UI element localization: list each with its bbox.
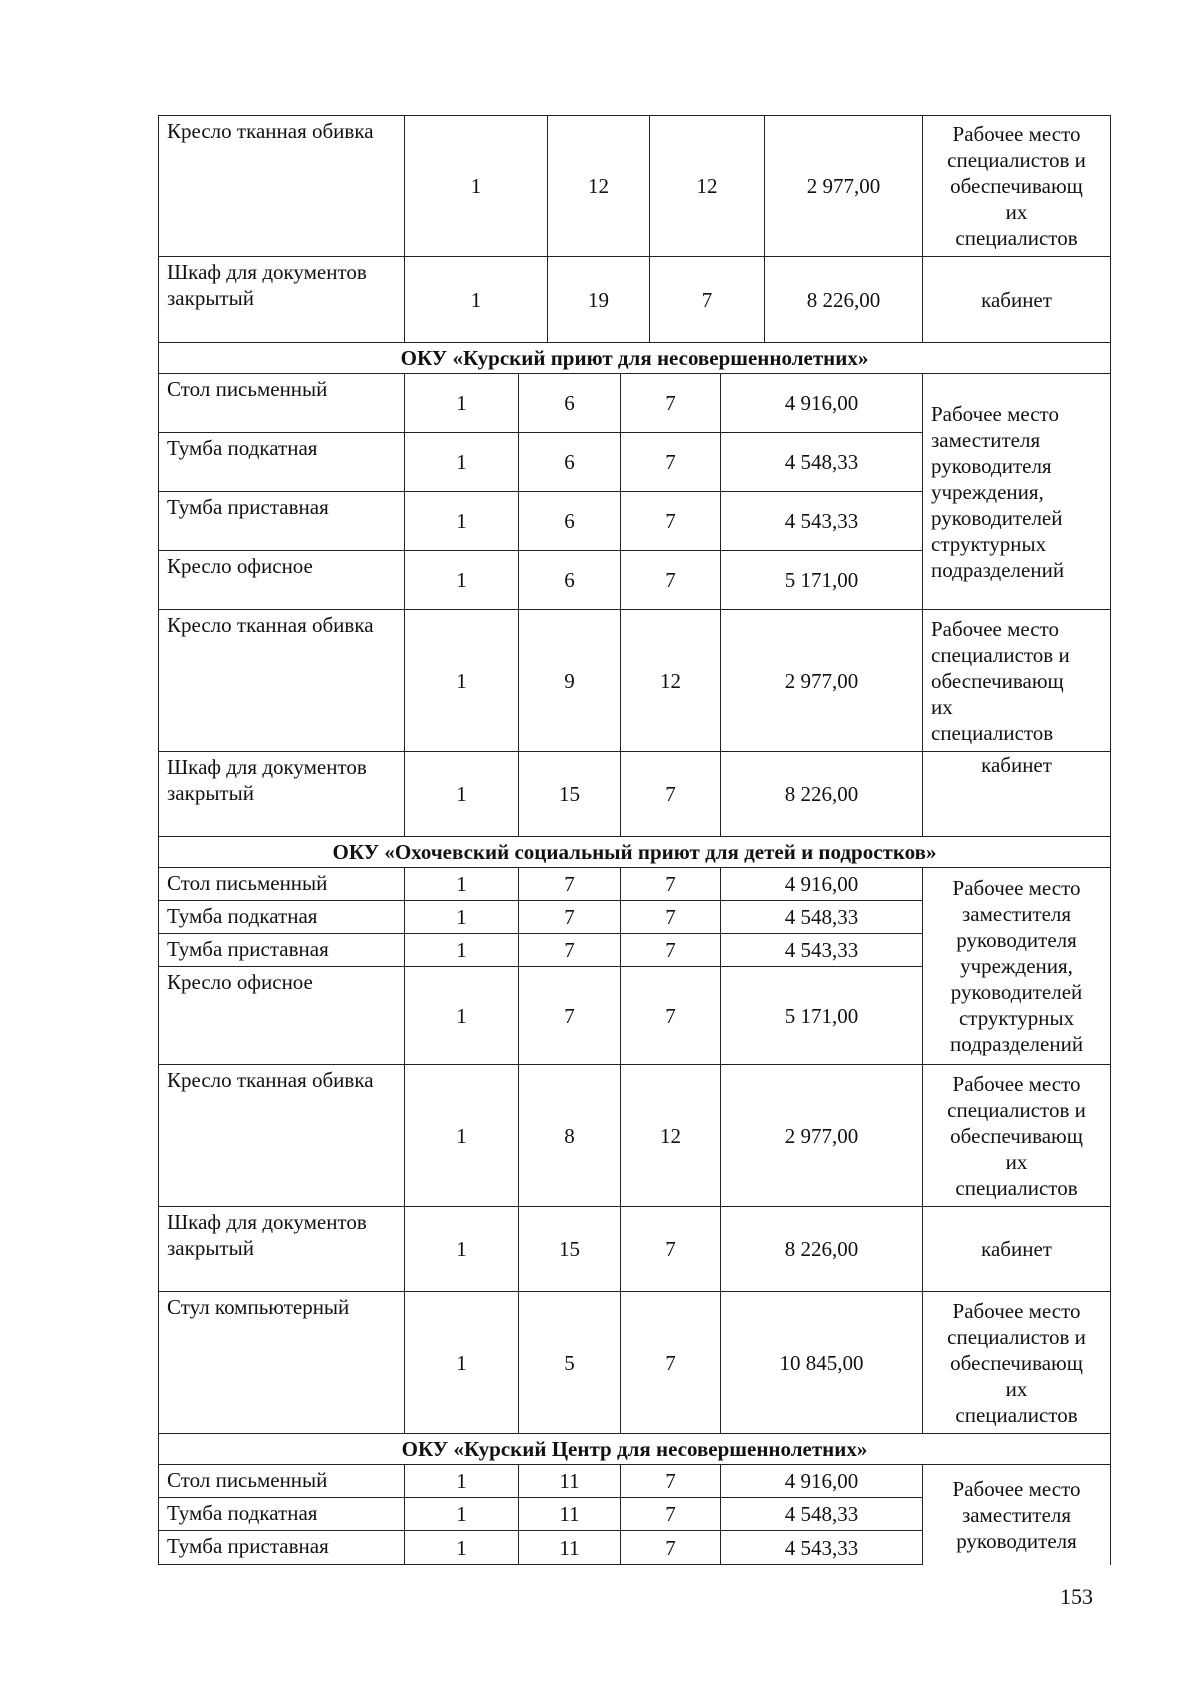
item-column-3: 15 <box>519 1207 621 1292</box>
item-column-3: 11 <box>519 1465 621 1498</box>
section-table-3 <box>158 1433 1111 1565</box>
item-column-3: 19 <box>548 257 650 343</box>
workplace-cell: кабинет <box>923 752 1111 837</box>
workplace-cell: Рабочее место заместителя руководителя <box>923 1465 1111 1565</box>
item-price: 4 916,00 <box>721 374 923 433</box>
item-column-4: 7 <box>621 1207 721 1292</box>
item-quantity: 1 <box>405 610 519 752</box>
table-row <box>159 374 1111 433</box>
item-name: Стол письменный <box>159 868 405 901</box>
item-column-3: 15 <box>519 752 621 837</box>
section-table-0 <box>158 115 1111 343</box>
item-price: 2 977,00 <box>765 116 923 257</box>
item-price: 2 977,00 <box>721 1065 923 1207</box>
item-column-4: 12 <box>621 1065 721 1207</box>
item-column-3: 6 <box>519 551 621 610</box>
item-column-4: 7 <box>621 492 721 551</box>
workplace-cell: Рабочее место специалистов и обеспечивающ их специалистов <box>923 116 1111 257</box>
item-name: Кресло тканная обивка <box>159 116 405 257</box>
item-price: 4 548,33 <box>721 901 923 934</box>
section-header-row <box>159 1434 1111 1465</box>
table-row <box>159 610 1111 752</box>
item-column-4: 7 <box>621 1292 721 1434</box>
item-quantity: 1 <box>405 752 519 837</box>
item-column-4: 7 <box>621 934 721 967</box>
item-column-3: 11 <box>519 1498 621 1531</box>
item-column-3: 8 <box>519 1065 621 1207</box>
table-row <box>159 116 1111 257</box>
item-quantity: 1 <box>405 257 548 343</box>
item-quantity: 1 <box>405 433 519 492</box>
item-price: 10 845,00 <box>721 1292 923 1434</box>
item-name: Кресло офисное <box>159 551 405 610</box>
item-column-4: 7 <box>621 967 721 1065</box>
item-column-3: 9 <box>519 610 621 752</box>
item-price: 4 543,33 <box>721 1531 923 1565</box>
item-name: Шкаф для документов закрытый <box>159 257 405 343</box>
item-name: Тумба приставная <box>159 1531 405 1565</box>
workplace-cell: Рабочее место специалистов и обеспечивающ их специалистов <box>923 610 1111 752</box>
section-header-row <box>159 837 1111 868</box>
item-name: Кресло тканная обивка <box>159 1065 405 1207</box>
item-name: Кресло офисное <box>159 967 405 1065</box>
item-column-3: 7 <box>519 934 621 967</box>
item-column-4: 7 <box>621 1465 721 1498</box>
item-quantity: 1 <box>405 1498 519 1531</box>
table-row <box>159 1065 1111 1207</box>
item-quantity: 1 <box>405 967 519 1065</box>
item-column-4: 7 <box>650 257 765 343</box>
section-table-2 <box>158 836 1111 1434</box>
section-header-row <box>159 343 1111 374</box>
item-column-3: 7 <box>519 967 621 1065</box>
section-title: ОКУ «Курский приют для несовершеннолетних» <box>159 343 1111 374</box>
workplace-cell: Рабочее место заместителя руководителя учреждения, руководителей структурных подразделений <box>923 374 1111 610</box>
item-column-3: 6 <box>519 433 621 492</box>
table-row <box>159 868 1111 901</box>
item-column-3: 7 <box>519 868 621 901</box>
item-column-4: 7 <box>621 433 721 492</box>
item-quantity: 1 <box>405 1065 519 1207</box>
item-price: 4 543,33 <box>721 492 923 551</box>
workplace-cell: Рабочее место заместителя руководителя учреждения, руководителей структурных подразделений <box>923 868 1111 1065</box>
page-number: 153 <box>1060 1584 1093 1609</box>
item-price: 8 226,00 <box>721 1207 923 1292</box>
item-name: Тумба подкатная <box>159 433 405 492</box>
item-column-4: 7 <box>621 1531 721 1565</box>
item-column-3: 12 <box>548 116 650 257</box>
workplace-cell: Рабочее место специалистов и обеспечивающ их специалистов <box>923 1292 1111 1434</box>
item-name: Стул компьютерный <box>159 1292 405 1434</box>
section-title: ОКУ «Охочевский социальный приют для детей и подростков» <box>159 837 1111 868</box>
item-column-3: 6 <box>519 374 621 433</box>
item-quantity: 1 <box>405 492 519 551</box>
item-quantity: 1 <box>405 374 519 433</box>
item-name: Тумба приставная <box>159 934 405 967</box>
item-price: 2 977,00 <box>721 610 923 752</box>
item-price: 8 226,00 <box>721 752 923 837</box>
item-column-3: 7 <box>519 901 621 934</box>
item-column-3: 5 <box>519 1292 621 1434</box>
item-name: Шкаф для документов закрытый <box>159 1207 405 1292</box>
workplace-cell: кабинет <box>923 257 1111 343</box>
item-column-4: 12 <box>621 610 721 752</box>
item-column-4: 7 <box>621 901 721 934</box>
item-column-4: 12 <box>650 116 765 257</box>
item-column-3: 11 <box>519 1531 621 1565</box>
table-row <box>159 1292 1111 1434</box>
item-name: Стол письменный <box>159 374 405 433</box>
item-price: 8 226,00 <box>765 257 923 343</box>
item-quantity: 1 <box>405 551 519 610</box>
item-price: 5 171,00 <box>721 551 923 610</box>
item-price: 5 171,00 <box>721 967 923 1065</box>
item-name: Стол письменный <box>159 1465 405 1498</box>
item-quantity: 1 <box>405 901 519 934</box>
item-quantity: 1 <box>405 1207 519 1292</box>
item-price: 4 543,33 <box>721 934 923 967</box>
item-quantity: 1 <box>405 116 548 257</box>
item-quantity: 1 <box>405 1292 519 1434</box>
workplace-cell: Рабочее место специалистов и обеспечивающ их специалистов <box>923 1065 1111 1207</box>
item-quantity: 1 <box>405 1531 519 1565</box>
table-row <box>159 752 1111 837</box>
item-column-4: 7 <box>621 868 721 901</box>
item-price: 4 548,33 <box>721 433 923 492</box>
item-name: Тумба подкатная <box>159 901 405 934</box>
furniture-norms-table <box>158 116 1110 1565</box>
workplace-cell: кабинет <box>923 1207 1111 1292</box>
item-column-4: 7 <box>621 1498 721 1531</box>
item-quantity: 1 <box>405 1465 519 1498</box>
item-column-4: 7 <box>621 374 721 433</box>
item-column-3: 6 <box>519 492 621 551</box>
section-table-1 <box>158 342 1111 837</box>
item-quantity: 1 <box>405 934 519 967</box>
item-name: Кресло тканная обивка <box>159 610 405 752</box>
item-quantity: 1 <box>405 868 519 901</box>
item-name: Тумба приставная <box>159 492 405 551</box>
table-row <box>159 257 1111 343</box>
item-column-4: 7 <box>621 551 721 610</box>
item-name: Шкаф для документов закрытый <box>159 752 405 837</box>
item-price: 4 548,33 <box>721 1498 923 1531</box>
item-column-4: 7 <box>621 752 721 837</box>
section-title: ОКУ «Курский Центр для несовершеннолетних» <box>159 1434 1111 1465</box>
item-price: 4 916,00 <box>721 1465 923 1498</box>
table-row <box>159 1207 1111 1292</box>
item-price: 4 916,00 <box>721 868 923 901</box>
item-name: Тумба подкатная <box>159 1498 405 1531</box>
table-row <box>159 1465 1111 1498</box>
